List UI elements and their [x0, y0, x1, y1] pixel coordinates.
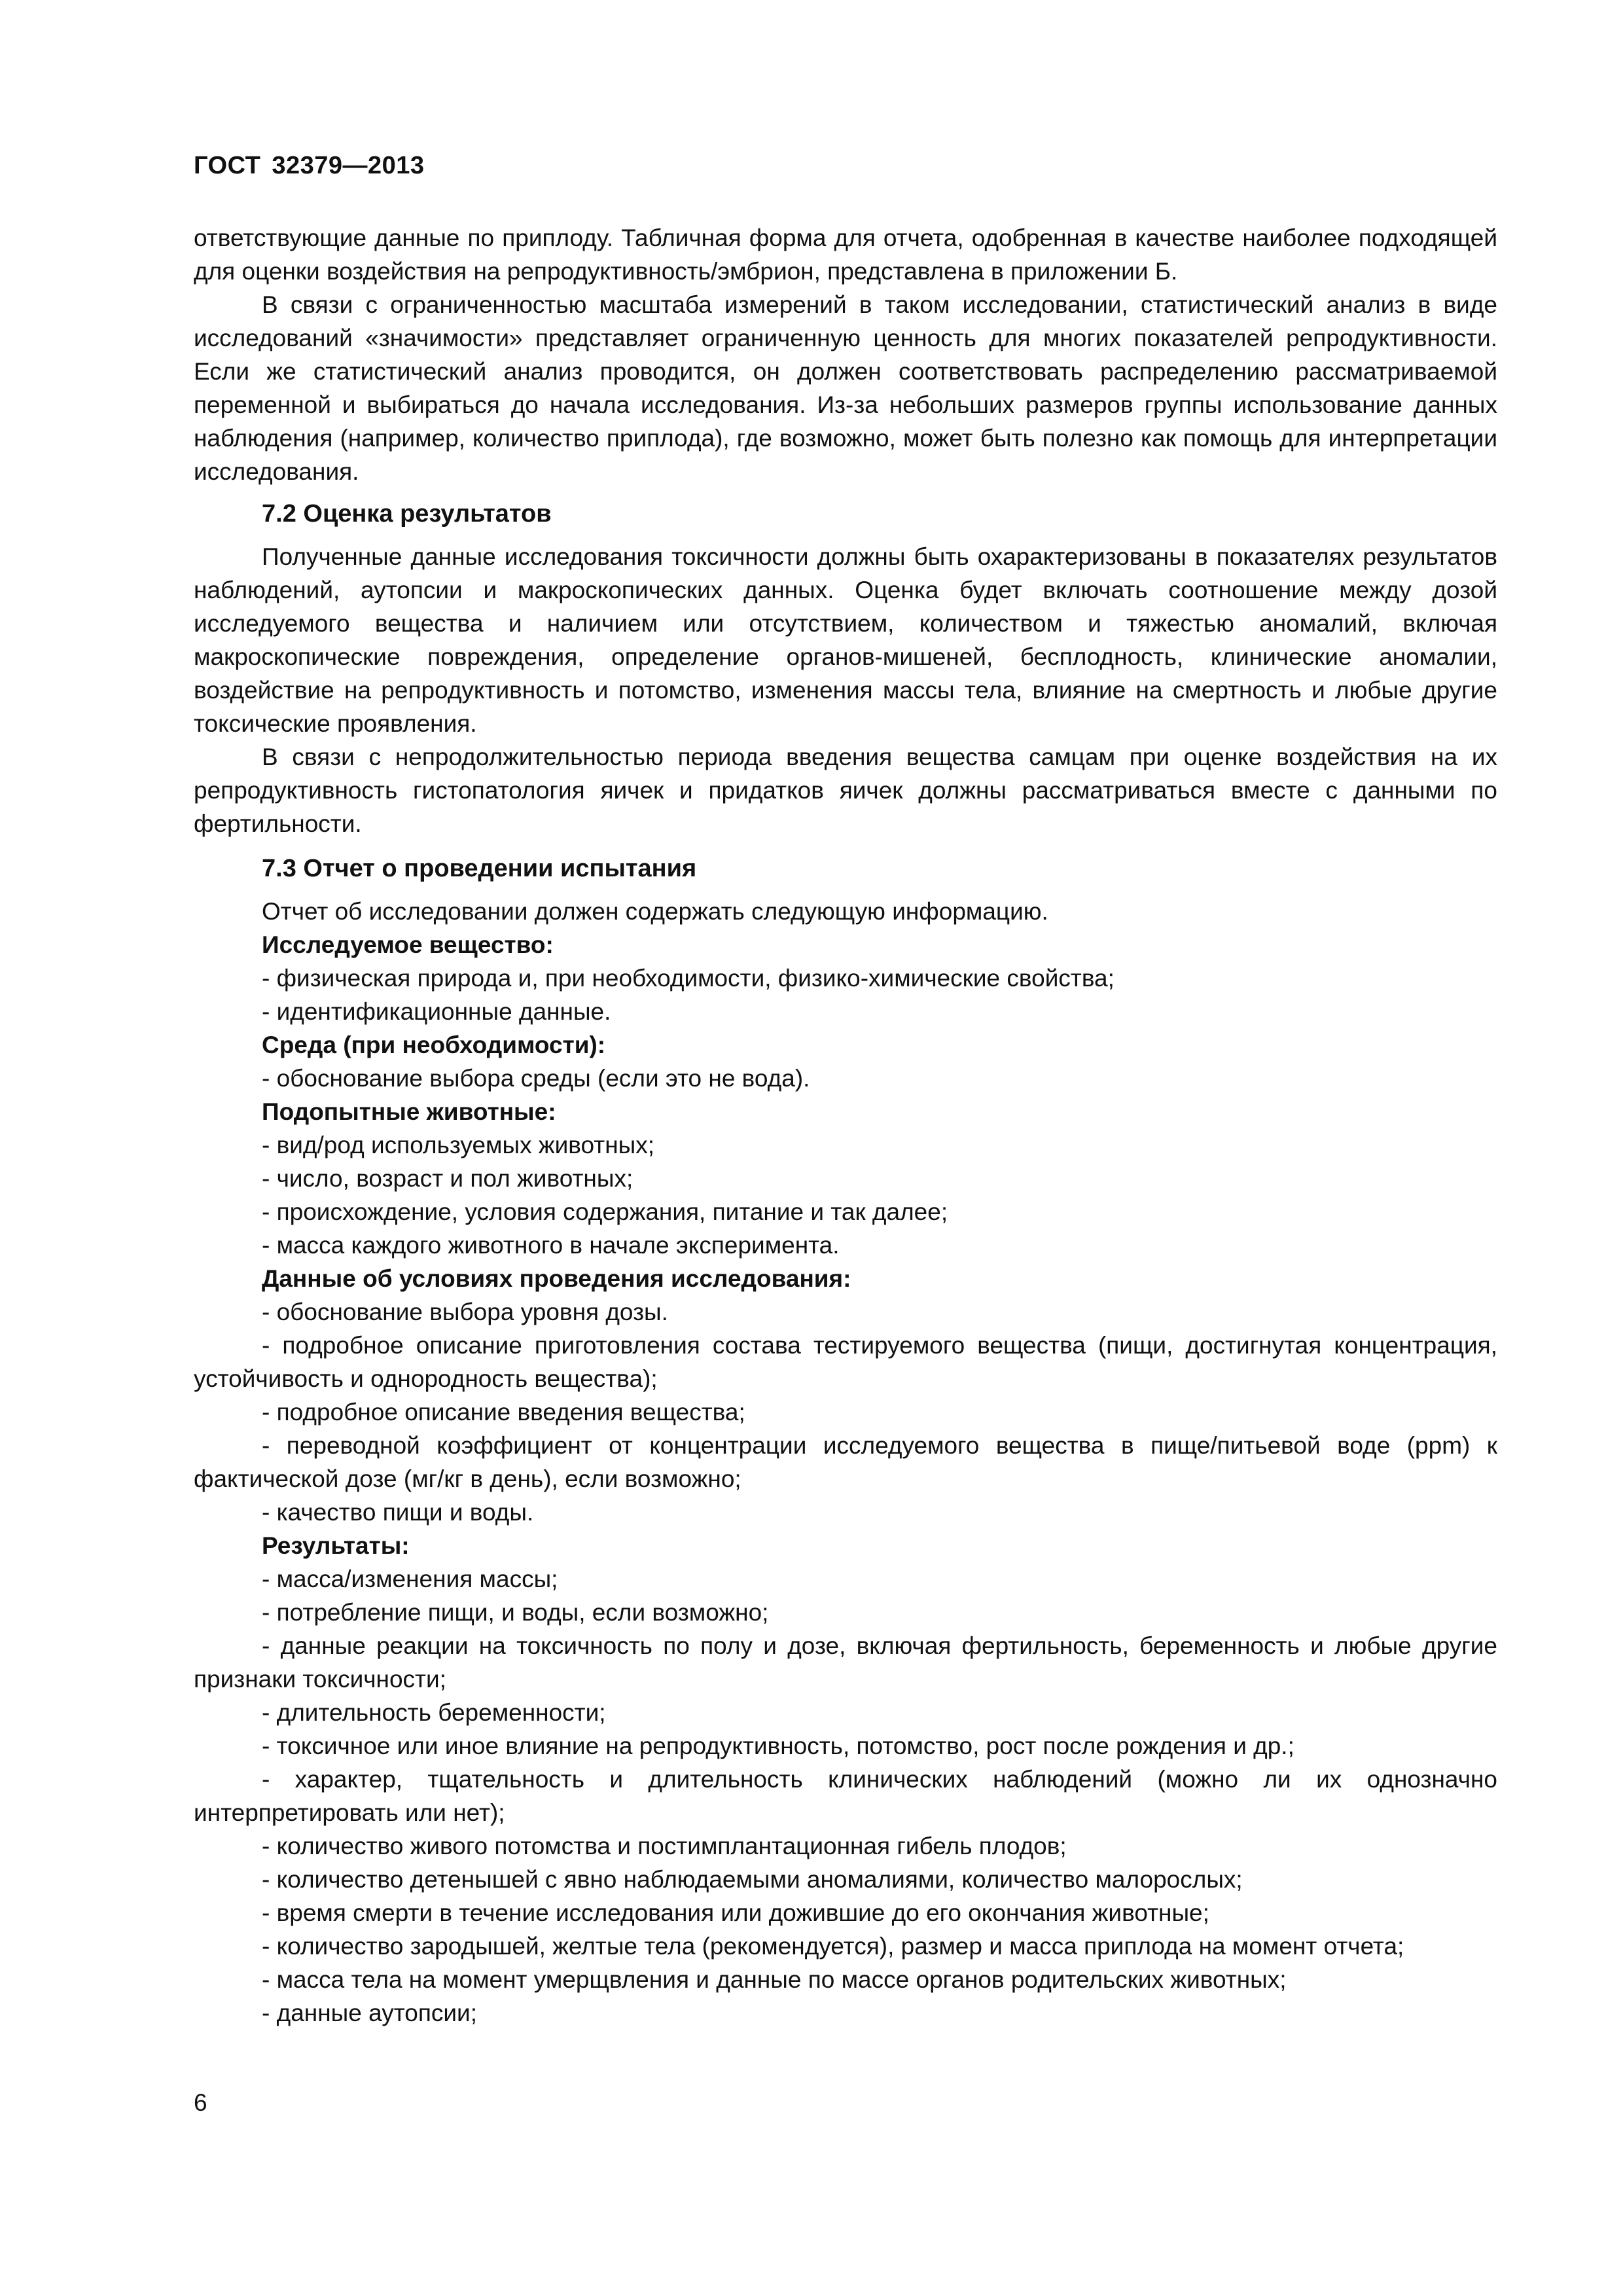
list-item: - данные аутопсии;	[262, 2000, 478, 2026]
list-item: - вид/род используемых животных;	[262, 1132, 655, 1158]
list-item: - токсичное или иное влияние на репродуктивность, потомство, рост после рождения и др.;	[262, 1732, 1294, 1759]
subheading-vehicle: Среда (при необходимости):	[262, 1031, 606, 1058]
list-item: - обоснование выбора среды (если это не вода).	[262, 1065, 810, 1092]
section-heading-7-2: 7.2 Оценка результатов	[262, 500, 552, 528]
list-item: - число, возраст и пол животных;	[262, 1165, 633, 1192]
list-item: - количество живого потомства и постимплантационная гибель плодов;	[262, 1833, 1067, 1859]
subheading-test-substance: Исследуемое вещество:	[262, 931, 554, 958]
document-header: ГОСТ 32379—2013	[194, 152, 425, 179]
subheading-results: Результаты:	[262, 1532, 410, 1559]
document-body	[194, 221, 1497, 2030]
intro-paragraph: ответствующие данные по приплоду. Табличная форма для отчета, одобренная в качестве наиболее подходящей для оценки воздействия на репродуктивность/эмбрион, представлена в приложении Б.	[194, 224, 1497, 285]
list-item: - количество зародышей, желтые тела (рекомендуется), размер и масса приплода на момент отчета;	[262, 1933, 1404, 1960]
list-item: - длительность беременности;	[262, 1699, 606, 1726]
intro-paragraph: В связи с ограниченностью масштаба измерений в таком исследовании, статистический анализ в виде исследований «значимости» представляет ограниченную ценность для многих показателей репродуктивности. Если же статистический анализ проводится, он должен соответствовать распределению рассматриваемой переменной и выбираться до начала исследования. Из-за небольших размеров группы использование данных наблюдения (например, количество приплода), где возможно, может быть полезно как помощь для интерпретации исследования.	[194, 291, 1497, 485]
subheading-conditions: Данные об условиях проведения исследования:	[262, 1265, 851, 1292]
section-paragraph: В связи с непродолжительностью периода введения вещества самцам при оценке воздействия на их репродуктивность гистопатология яичек и придатков яичек должны рассматриваться вместе с данными по фертильности.	[194, 744, 1497, 837]
list-item: - физическая природа и, при необходимости, физико-химические свойства;	[262, 965, 1115, 992]
list-item: - характер, тщательность и длительность клинических наблюдений (можно ли их однозначно интерпретировать или нет);	[194, 1766, 1497, 1826]
list-item: - потребление пищи, и воды, если возможно;	[262, 1599, 769, 1626]
list-item: - данные реакции на токсичность по полу и дозе, включая фертильность, беременность и любые другие признаки токсичности;	[194, 1632, 1497, 1693]
list-item: - происхождение, условия содержания, питание и так далее;	[262, 1198, 948, 1225]
list-item: - качество пищи и воды.	[262, 1499, 534, 1526]
list-item: - подробное описание введения вещества;	[262, 1399, 745, 1426]
list-item: - масса тела на момент умерщвления и данные по массе органов родительских животных;	[262, 1966, 1287, 1993]
list-item: - обоснование выбора уровня дозы.	[262, 1299, 668, 1325]
section-intro: Отчет об исследовании должен содержать следующую информацию.	[262, 898, 1048, 925]
list-item: - масса каждого животного в начале эксперимента.	[262, 1232, 840, 1259]
section-paragraph: Полученные данные исследования токсичности должны быть охарактеризованы в показателях результатов наблюдений, аутопсии и макроскопических данных. Оценка будет включать соотношение между дозой исследуемого вещества и наличием или отсутствием, количеством и тяжестью аномалий, включая макроскопические повреждения, определение органов-мишеней, бесплодность, клинические аномалии, воздействие на репродуктивность и потомство, изменения массы тела, влияние на смертность и любые другие токсические проявления.	[194, 543, 1497, 737]
page-number: 6	[194, 2089, 207, 2116]
list-item: - количество детенышей с явно наблюдаемыми аномалиями, количество малорослых;	[262, 1866, 1243, 1893]
list-item: - идентификационные данные.	[262, 998, 611, 1025]
list-item: - переводной коэффициент от концентрации исследуемого вещества в пище/питьевой воде (ppm) к фактической дозе (мг/кг в день), если возможно;	[194, 1432, 1497, 1492]
list-item: - время смерти в течение исследования или дожившие до его окончания животные;	[262, 1899, 1209, 1926]
list-item: - подробное описание приготовления состава тестируемого вещества (пищи, достигнутая концентрация, устойчивость и однородность вещества);	[194, 1332, 1497, 1392]
list-item: - масса/изменения массы;	[262, 1566, 558, 1592]
section-heading-7-3: 7.3 Отчет о проведении испытания	[262, 855, 697, 882]
subheading-animals: Подопытные животные:	[262, 1098, 556, 1125]
